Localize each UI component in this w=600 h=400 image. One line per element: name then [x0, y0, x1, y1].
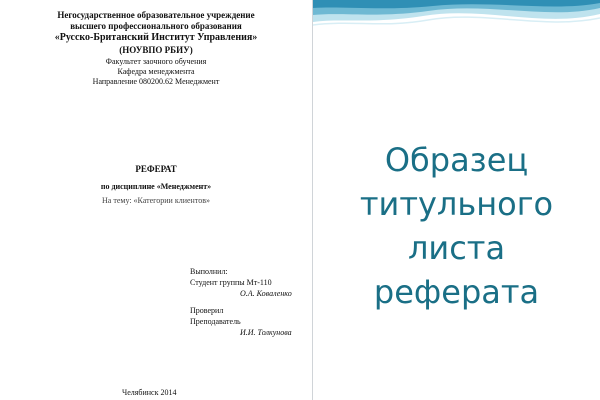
- slide-title-line-3: листа: [407, 229, 506, 267]
- performed-label: Выполнил:: [190, 267, 228, 276]
- student-name: О.А. Коваленко: [240, 289, 292, 298]
- faculty-name: Факультет заочного обучения: [105, 57, 207, 66]
- institution-abbreviation: (НОУВПО РБИУ): [119, 45, 193, 55]
- teacher-name: И.И. Толкунова: [240, 328, 292, 337]
- institution-line-1: Негосударственное образовательное учреждение: [57, 10, 255, 20]
- discipline-line: по дисциплине «Менеджмент»: [100, 182, 212, 191]
- study-direction: Направление 080200.62 Менеджмент: [92, 77, 220, 86]
- slide-title-line-1: Образец: [384, 141, 529, 179]
- work-type-heading: РЕФЕРАТ: [135, 164, 177, 174]
- checked-label: Проверил: [190, 306, 224, 315]
- department-name: Кафедра менеджмента: [117, 67, 195, 76]
- slide-title-line-4: реферата: [373, 273, 540, 311]
- institution-line-2: высшего профессионального образования: [70, 21, 242, 31]
- slide-title-line-2: титульного: [359, 185, 554, 223]
- teacher-label: Преподаватель: [190, 317, 241, 326]
- slide-title: [313, 138, 600, 314]
- city-year: Челябинск 2014: [122, 388, 177, 397]
- student-group-label: Студент группы Мт-110: [190, 278, 272, 287]
- decorative-wave-header: [313, 0, 600, 40]
- topic-line: На тему: «Категории клиентов»: [102, 196, 210, 205]
- institution-name: «Русско-Британский Институт Управления»: [54, 32, 258, 43]
- presentation-slide: [313, 0, 600, 400]
